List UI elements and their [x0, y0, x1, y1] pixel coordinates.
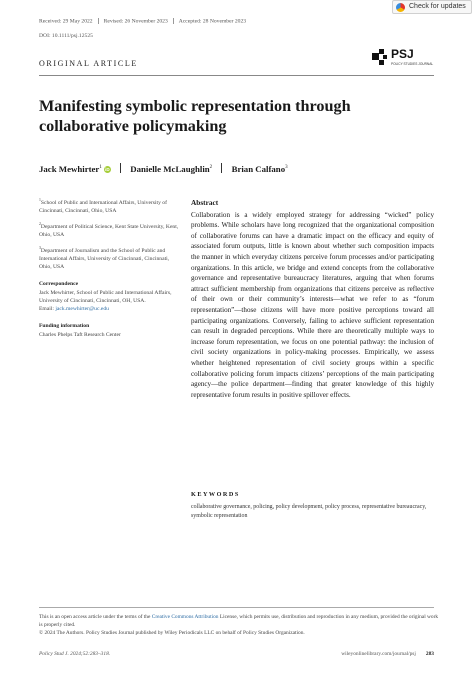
funding-heading: Funding information	[39, 322, 90, 329]
journal-url[interactable]: wileyonlinelibrary.com/journal/psj	[341, 651, 416, 657]
received-date: Received: 29 May 2022	[39, 18, 93, 25]
license-notice	[39, 613, 439, 637]
correspondence-heading: Correspondence	[39, 280, 79, 287]
affiliation-text: Department of Journalism and the School of Public and International Affairs, University of Cincinnati, Cincinnati, Ohio, USA	[39, 247, 170, 270]
date-divider	[173, 18, 174, 24]
crossmark-icon	[396, 3, 405, 12]
article-type: ORIGINAL ARTICLE	[39, 59, 138, 68]
journal-citation: Policy Stud J. 2024;52:283–318.	[39, 651, 111, 657]
affiliation-marker: 2	[39, 221, 41, 226]
revised-date: Revised: 26 November 2023	[103, 18, 168, 25]
accepted-date: Accepted: 28 November 2023	[178, 18, 247, 25]
keywords-text: collaborative governance, policing, policy development, policy process, representative bureaucracy, symbolic representation	[191, 504, 427, 519]
check-for-updates-label: Check for updates	[409, 3, 466, 10]
keywords-heading: KEYWORDS	[191, 491, 240, 498]
footer-right	[341, 651, 434, 657]
author-list	[39, 163, 288, 174]
journal-abbr: PSJ	[391, 47, 414, 61]
abstract-text: Collaboration is a widely employed strategy for addressing “wicked” policy problems. While scholars have long recognized that the organizational composition of collaborative forums can have a dramatic impact on the efficacy and equity of associated forum outputs, little is known about whether such composition impacts the manner in which everyday citizens perceive forum processes and/or participating organizations. In this article, we bridge and extend concepts from the collaborative governance and representative bureaucracy literatures, arguing that when forums attract sufficient membership from organizations that citizens perceive as reflective of their own or their community’s interests—what we refer to as “forum representation”—those citizens will have more positive perceptions toward all participating organizations. Conversely, failing to achieve sufficient representation can result in degraded perceptions. While there are theoretically multiple ways to increase forum representation, we focus on one potential pathway: the inclusion of civil society organizations in policy-making processes. Empirically, we assess whether heightened representation of civil society groups within a specific collaborative policing forum impacts citizens’ perceptions of the main participating agency—the police department—finding that greater knowledge of this highly representative forum results in positive spillover effects.	[191, 210, 434, 399]
email-label: Email:	[39, 305, 54, 312]
abstract	[191, 198, 434, 400]
journal-logo	[372, 47, 434, 71]
email-link[interactable]: jack.mewhirter@uc.edu	[55, 305, 109, 312]
author-affiliation-marker: 1	[99, 165, 102, 171]
doi[interactable]: DOI: 10.1111/psj.12525	[39, 33, 93, 39]
page-number: 283	[425, 651, 434, 657]
check-for-updates-button[interactable]	[392, 0, 472, 14]
psj-logo-icon	[372, 49, 388, 65]
affiliation-text: Department of Political Science, Kent State University, Kent, Ohio, USA	[39, 223, 179, 238]
affiliation-marker: 1	[39, 198, 41, 202]
author-divider	[221, 163, 222, 173]
author-name[interactable]: Brian Calfano	[231, 164, 286, 174]
correspondence-text	[39, 289, 179, 313]
article-dates	[39, 18, 246, 24]
author-divider	[120, 163, 121, 173]
journal-subtitle: POLICY STUDIES JOURNAL	[391, 62, 434, 66]
affiliation	[39, 244, 179, 271]
license-text-cont: License, which permits use, distribution and reproduction in any medium, provided the original work is properly cited.	[39, 614, 439, 628]
author-name[interactable]: Jack Mewhirter	[39, 164, 100, 174]
author-affiliation-marker: 2	[209, 165, 213, 171]
abstract-heading: Abstract	[191, 198, 219, 207]
funding-text: Charles Phelps Taft Research Center	[39, 331, 121, 338]
copyright-text: © 2024 The Authors. Policy Studies Journal published by Wiley Periodicals LLC on behalf of Policy Studies Organization.	[39, 630, 305, 636]
affiliation	[39, 196, 179, 215]
header-divider	[39, 75, 434, 76]
orcid-icon[interactable]: iD	[105, 167, 110, 172]
affiliation	[39, 220, 179, 239]
article-info-column	[39, 196, 179, 344]
author-name[interactable]: Danielle McLaughlin	[130, 164, 210, 174]
page-footer	[39, 651, 434, 657]
correspondence-address: Jack Mewhirter, School of Public and International Affairs, University of Cincinnati, Cincinnati, OH, USA.	[39, 289, 172, 304]
affiliation-marker: 3	[39, 245, 41, 250]
footer-divider	[39, 607, 434, 608]
date-divider	[98, 18, 99, 24]
author-affiliation-marker: 3	[285, 165, 288, 171]
license-link[interactable]: Creative Commons Attribution	[151, 614, 219, 620]
license-text: This is an open access article under the terms of the	[39, 614, 152, 620]
affiliation-text: School of Public and International Affairs, University of Cincinnati, Cincinnati, Ohio, USA	[39, 199, 167, 214]
article-title: Manifesting symbolic representation through collaborative policymaking	[39, 97, 351, 135]
